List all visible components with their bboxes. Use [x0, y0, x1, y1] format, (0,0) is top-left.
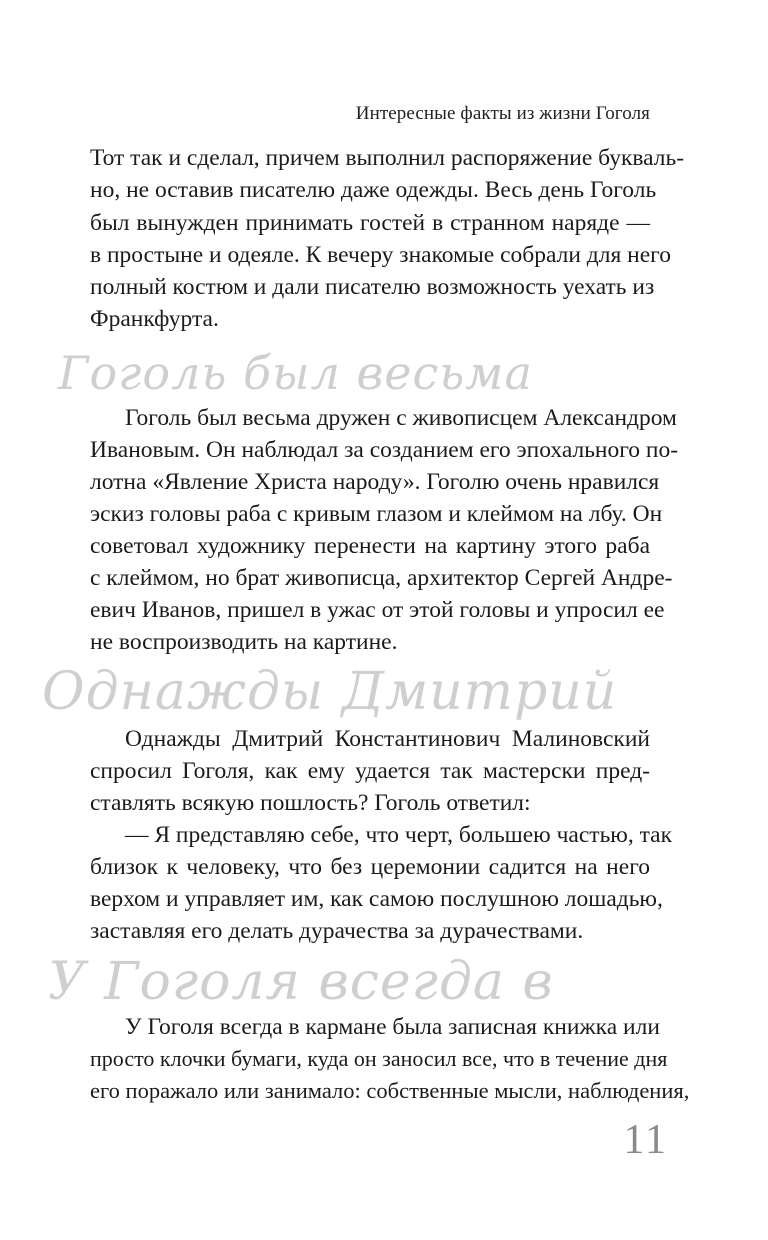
page-number: 11	[623, 1117, 668, 1163]
paragraph-line: но, не оставив писателю даже одежды. Весь день Гоголь	[90, 177, 657, 203]
paragraph-line: с клеймом, но брат живописца, архитектор Сергей Андре-	[90, 565, 673, 591]
paragraph-line: советовал художнику перенести на картину этого раба	[90, 533, 650, 559]
paragraph-line: не воспроизводить на картине.	[90, 629, 398, 655]
paragraph-line: евич Иванов, пришел в ужас от этой головы и упросил ее	[90, 597, 665, 623]
paragraph-line: заставляя его делать дурачества за дурачествами.	[90, 918, 584, 944]
paragraph-line: Тот так и сделал, причем выполнил распоряжение букваль-	[90, 145, 685, 171]
paragraph-line: Гоголь был весьма дружен с живописцем Александром	[125, 405, 677, 431]
running-header: Интересные факты из жизни Гоголя	[355, 103, 650, 124]
paragraph-line: эскиз головы раба с кривым глазом и клеймом на лбу. Он	[90, 501, 663, 527]
paragraph-line: верхом и управляет им, как самою послушною лошадью,	[90, 886, 663, 912]
paragraph-line: лотна «Явление Христа народу». Гоголю очень нравился	[90, 469, 660, 495]
paragraph-line: спросил Гоголя, как ему удается так мастерски пред-	[90, 758, 650, 784]
paragraph-line: его поражало или занимало: собственные мысли, наблюдения,	[90, 1078, 690, 1103]
paragraph-line: в простыне и одеяле. К вечеру знакомые собрали для него	[90, 242, 671, 268]
paragraph-line: — Я представляю себе, что черт, большею частью, так	[125, 822, 672, 848]
paragraph-line: Ивановым. Он наблюдал за созданием его эпохального по-	[90, 437, 679, 463]
paragraph-line: Франкфурта.	[90, 306, 219, 332]
paragraph-line: просто клочки бумаги, куда он заносил все, что в течение дня	[90, 1046, 668, 1071]
paragraph-line: ставлять всякую пошлость? Гоголь ответил:	[90, 790, 531, 816]
paragraph-line: Однажды Дмитрий Константинович Малиновский	[125, 726, 650, 752]
paragraph-line: полный костюм и дали писателю возможность уехать из	[90, 274, 655, 300]
decorative-script-heading: Гоголь был весьма	[58, 346, 533, 400]
decorative-script-heading: У Гоголя всегда в	[48, 952, 554, 1012]
paragraph-line: У Гоголя всегда в кармане была записная книжка или	[125, 1014, 660, 1040]
paragraph-line: был вынужден принимать гостей в странном наряде —	[90, 210, 650, 236]
decorative-script-heading: Однажды Дмитрий	[42, 662, 618, 722]
paragraph-line: близок к человеку, что без церемонии садится на него	[90, 854, 650, 880]
